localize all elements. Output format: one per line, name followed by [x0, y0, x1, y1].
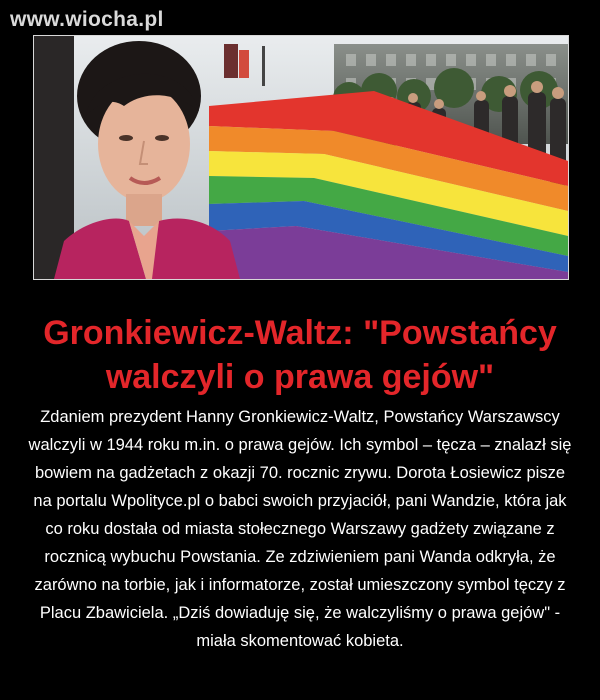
article-body: Zdaniem prezydent Hanny Gronkiewicz-Waltz, Powstańcy Warszawscy walczyli w 1944 roku m.in. o prawa gejów. Ich symbol – tęcza – znalazł się bowiem na gadżetach z okazji 70. rocznic zrywu. Dorota Łosiewicz pisze na portalu Wpolityce.pl o babci swoich przyjaciół, pani Wandzie, która jak co roku dostała od miasta stołecznego Warszawy gadżety związane z rocznicą wybuchu Powstania. Ze zdziwieniem pani Wanda odkryła, że zarówno na torbie, jak i informatorze, został umieszczony symbol tęczy z Placu Zbawiciela. „Dziś dowiaduję się, że walczyliśmy o prawa gejów" - miała skomentować kobieta. — [28, 408, 572, 650]
article-photo — [33, 35, 569, 280]
site-watermark: www.wiocha.pl — [10, 8, 164, 31]
article-title: Gronkiewicz-Waltz: "Powstańcy walczyli o prawa gejów" — [43, 314, 557, 396]
